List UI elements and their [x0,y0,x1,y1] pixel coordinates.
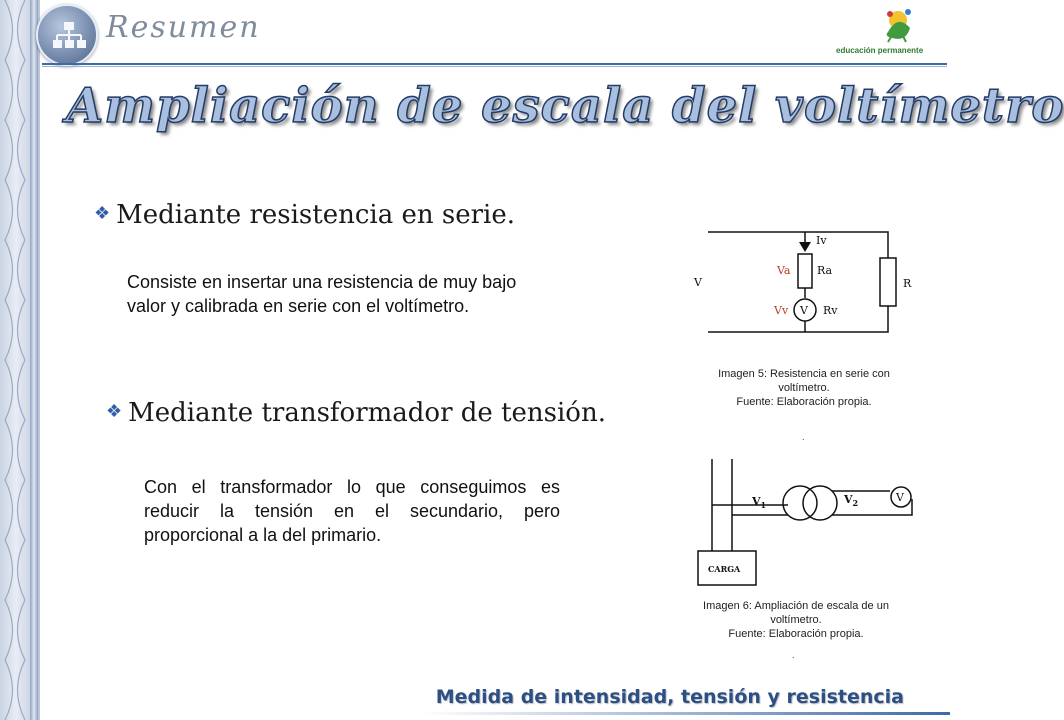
label-vv: Vv [774,304,789,317]
label-v: V [694,276,702,289]
label-load: CARGA [708,564,741,574]
diamond-bullet-icon: ❖ [94,203,111,224]
svg-text:V1 [751,495,766,510]
label-va: Va [777,264,791,277]
sitemap-icon [51,20,87,52]
series-resistance-circuit [688,220,928,340]
caption-line: Imagen 5: Resistencia en serie con voltímetro. [718,368,890,394]
series-resistance-description: Consiste en insertar una resistencia de muy bajo valor y calibrada en serie con el voltímetro. [127,272,517,316]
label-meter: V [800,304,808,317]
label-v2-sub: 2 [852,498,859,508]
caption-source: Fuente: Elaboración propia. [728,628,864,640]
bullet-heading: Mediante transformador de tensión. [128,398,606,428]
voltage-transformer-circuit [690,455,930,590]
label-ra: Ra [817,264,833,277]
bullet-transformer [106,398,606,428]
left-decorative-bar [0,0,40,720]
label-r: R [903,277,912,290]
sitemap-logo [36,4,98,66]
bullet-heading: Mediante resistencia en serie. [116,200,516,230]
figure-5-caption [694,367,914,409]
label-v1: V [752,495,761,508]
label-v2: V [844,493,853,506]
footer-title: Medida de intensidad, tensión y resistencia [435,686,904,708]
figure-6-caption [680,599,912,641]
slide-title: Ampliación de escala del voltímetro [66,78,1064,134]
header-divider [42,63,947,65]
label-iv: Iv [816,234,827,247]
footer-divider [420,712,950,715]
label-meter: V [896,491,904,504]
section-title: Resumen [106,10,261,45]
svg-text:V2 [843,493,858,508]
transformer-description: Con el transformador lo que conseguimos es reducir la tensión en el secundario, pero proporcional a la del primario. [144,477,560,545]
label-v1-sub: 1 [760,500,767,510]
caption-line: Imagen 6: Ampliación de escala de un voltímetro. [703,600,889,626]
brand-text: educación permanente [836,46,924,55]
spiral-pattern-icon [0,0,30,720]
label-rv: Rv [823,304,838,317]
diamond-bullet-icon: ❖ [106,401,123,422]
separator-dot: . [792,650,795,660]
separator-dot: . [802,432,805,442]
header-divider-thin [42,66,947,67]
bullet-series-resistance [94,200,515,230]
caption-source: Fuente: Elaboración propia. [736,396,872,408]
